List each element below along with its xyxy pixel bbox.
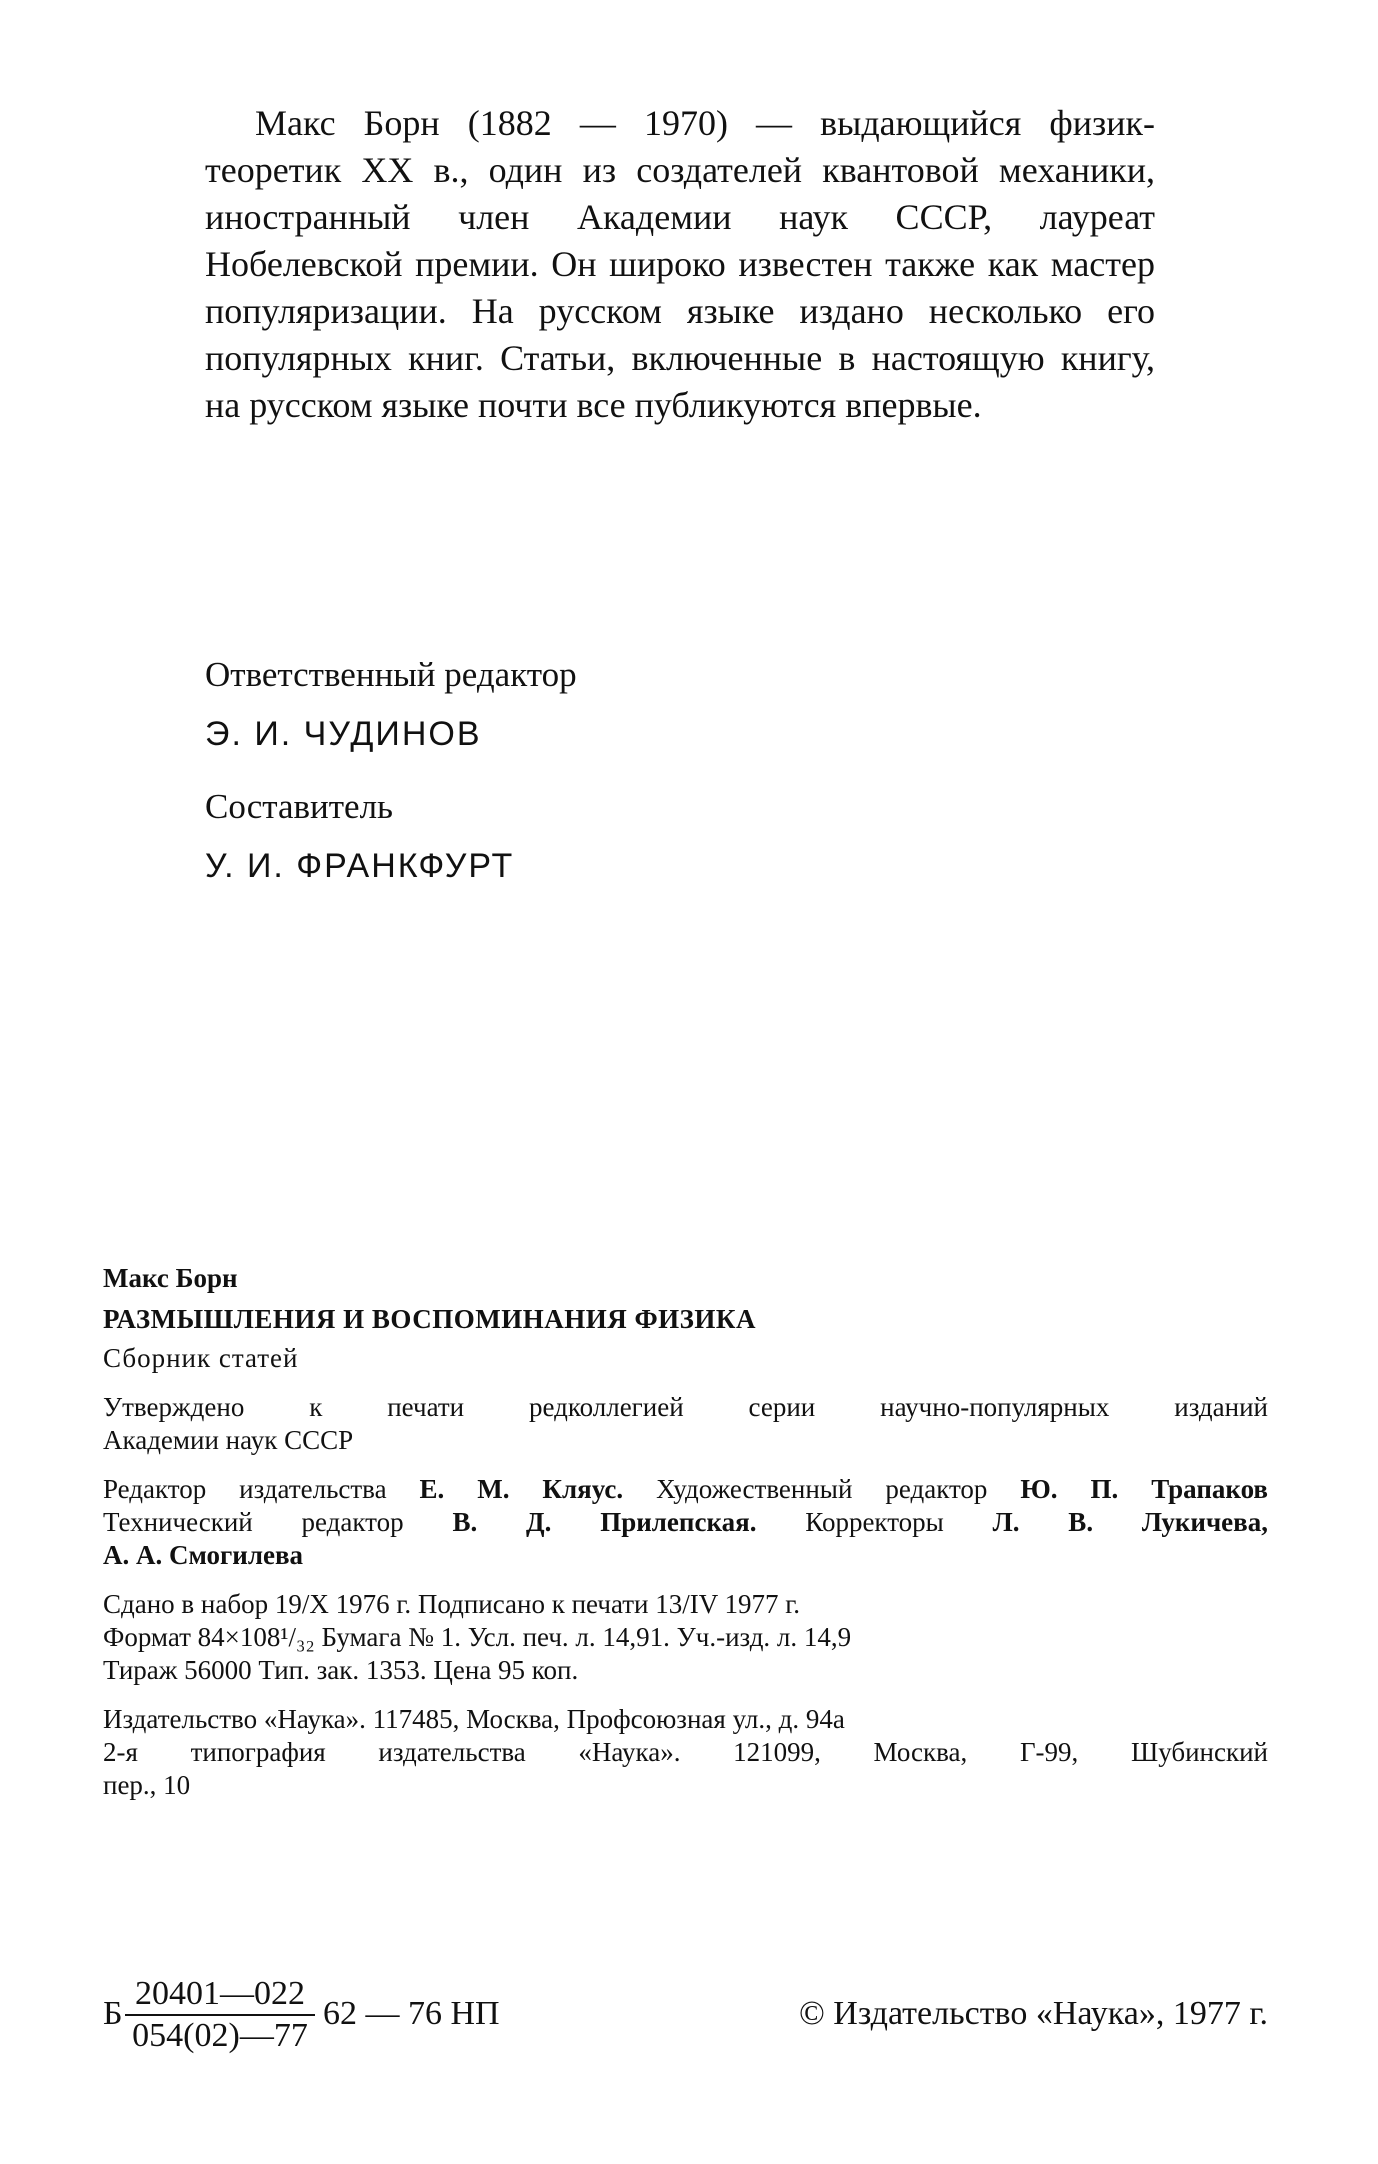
index-code: 62 — 76 НП — [323, 1995, 500, 2032]
staff-2-label-2: Корректоры — [756, 1507, 993, 1537]
index-numerator: 20401—022 — [135, 1975, 305, 2012]
editor-name: Э. И. ЧУДИНОВ — [205, 715, 482, 753]
staff-line-3: А. А. Смогилева — [103, 1540, 304, 1570]
index-fraction — [125, 1975, 315, 2055]
print-line-3: Тираж 56000 Тип. зак. 1353. Цена 95 коп. — [103, 1655, 579, 1685]
approval-line-1: Утверждено к печати редколлегией серии научно-популярных изданий — [103, 1392, 1268, 1422]
print-line-2: Формат 84×108¹/₃₂ Бумага № 1. Усл. печ. л. 14,91. Уч.-изд. л. 14,9 — [103, 1622, 852, 1652]
compiler-role: Составитель — [205, 787, 394, 826]
compiler-name: У. И. ФРАНКФУРТ — [205, 847, 515, 885]
approval-line-2: Академии наук СССР — [103, 1425, 354, 1455]
publisher-line-3: пер., 10 — [103, 1770, 191, 1800]
colophon — [103, 1262, 1268, 1802]
colophon-title: РАЗМЫШЛЕНИЯ И ВОСПОМИНАНИЯ ФИЗИКА — [103, 1304, 756, 1334]
credits — [205, 652, 1105, 888]
staff-line-2 — [103, 1506, 1268, 1539]
publisher-line-2: 2-я типография издательства «Наука». 121099, Москва, Г-99, Шубинский — [103, 1737, 1268, 1767]
staff-1-name: Е. М. Кляус. — [419, 1474, 624, 1504]
book-annotation — [205, 100, 1155, 429]
index-letter: Б — [103, 1995, 123, 2032]
publisher-block — [103, 1703, 1268, 1802]
index-denominator: 054(02)—77 — [132, 2017, 308, 2054]
annotation-text: Макс Борн (1882 — 1970) — выдающийся физик-теоретик XX в., один из создателей квантовой механики, иностранный член Академии наук СССР, лауреат Нобелевской премии. Он широко известен также как мастер популяризации. На русском языке издано несколько его популярных книг. Статьи, включенные в настоящую книгу, на русском языке почти все публикуются впервые. — [205, 103, 1155, 425]
colophon-author: Макс Борн — [103, 1263, 238, 1293]
print-line-1: Сдано в набор 19/X 1976 г. Подписано к печати 13/IV 1977 г. — [103, 1589, 801, 1619]
staff-line-1 — [103, 1473, 1268, 1506]
print-block — [103, 1588, 1268, 1687]
footer — [103, 1975, 1268, 2055]
staff-2-name: В. Д. Прилепская. — [452, 1507, 757, 1537]
copyright-notice: © Издательство «Наука», 1977 г. — [798, 1995, 1268, 2032]
staff-1-label: Редактор издательства — [103, 1474, 420, 1504]
staff-2-name-2: Л. В. Лукичева, — [992, 1507, 1268, 1537]
approval-block — [103, 1391, 1268, 1457]
publisher-line-1: Издательство «Наука». 117485, Москва, Профсоюзная ул., д. 94а — [103, 1704, 845, 1734]
colophon-subtitle: Сборник статей — [103, 1343, 299, 1373]
editor-role: Ответственный редактор — [205, 655, 577, 694]
staff-1-name-2: Ю. П. Трапаков — [1020, 1474, 1268, 1504]
staff-2-label: Технический редактор — [103, 1507, 453, 1537]
compiler-block — [205, 784, 1105, 888]
staff-block — [103, 1473, 1268, 1572]
staff-1-label-2: Художественный редактор — [623, 1474, 1021, 1504]
fraction-bar — [125, 2014, 315, 2016]
